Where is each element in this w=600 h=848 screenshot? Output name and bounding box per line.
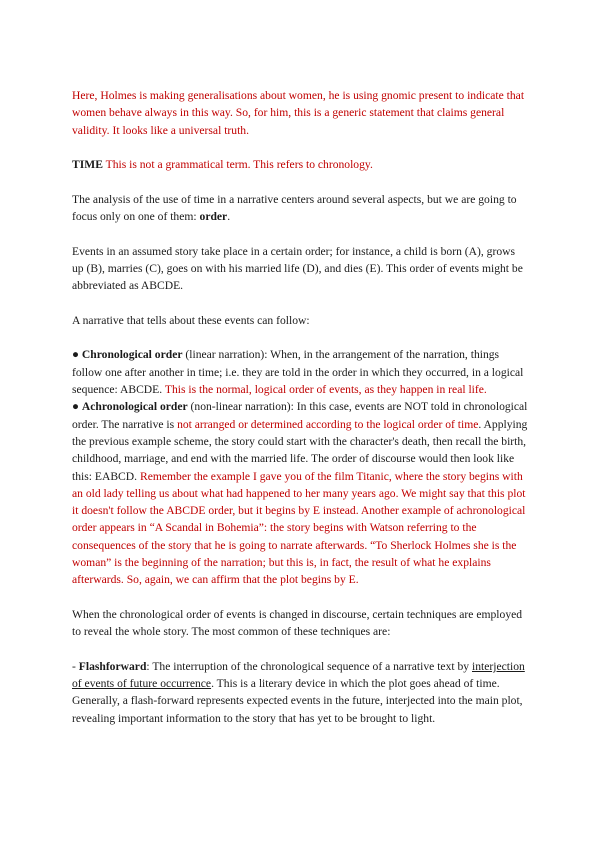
achronological-note-1: not arranged or determined according to the logical order of time: [177, 417, 479, 431]
chronological-item: [72, 346, 528, 398]
techniques-paragraph: When the chronological order of events is changed in discourse, certain techniques are employed to reveal the whole story. The most common of these techniques are:: [72, 607, 523, 639]
order-term: order: [199, 210, 228, 224]
dash-icon: -: [72, 659, 79, 673]
holmes-paragraph: Here, Holmes is making generalisations about women, he is using gnomic present to indicate that women behave always in this way. So, for him, this is a generic statement that claims general validity. It looks like a universal truth.: [72, 89, 525, 137]
flashforward-term: Flashforward: [78, 659, 147, 673]
bullet-icon: ●: [72, 348, 82, 362]
achronological-term: Achronological order: [81, 400, 188, 414]
chronological-term: Chronological order: [81, 348, 183, 362]
document-body: [72, 87, 528, 744]
bullet-icon: ●: [72, 400, 82, 414]
achronological-item: [72, 398, 528, 588]
flashforward-item: [72, 658, 528, 727]
achronological-text: (non-linear narration): In this case, events are NOT told in chronological order. The narrative is: [72, 400, 528, 431]
time-paragraph: [72, 156, 528, 173]
events-paragraph: Events in an assumed story take place in a certain order; for instance, a child is born (A), grows up (B), marries (C), goes on with his married life (D), and dies (E). This order of events might be abbreviated as ABCDE.: [72, 244, 523, 293]
achronological-note-2: Remember the example I gave you of the film Titanic, where the story begins with an old lady telling us about what had happened to her many years ago. We might say that this plot it doesn't follow the ABCDE order, but it begins by E instead. Another example of achronological order appears in “A Scandal in Bohemia”: the story begins with Watson referring to the consequences of the story that he is going to narrate afterwards. “To Sherlock Holmes she is the woman” is the beginning of the narration; but this is, in fact, the result of what he explains afterwards. So, again, we can affirm that the plot begins by E.: [72, 469, 526, 587]
flashforward-text: : The interruption of the chronological sequence of a narrative text by: [146, 659, 472, 673]
analysis-paragraph: [72, 191, 528, 226]
achronological-text-2: . Applying the previous example scheme, the story could start with the character's death, then recall the birth, childhood, marriage, and end with the married life. The order of discourse would then look like this: EABCD.: [72, 417, 528, 483]
analysis-text: The analysis of the use of time in a narrative centers around several aspects, but we are going to focus only on one of them:: [72, 192, 517, 224]
chronological-text: (linear narration): When, in the arrangement of the narration, things follow one after another in time; i.e. they are told in the order in which they occurred, in a logical sequence: ABCDE.: [72, 348, 524, 397]
flashforward-underlined: interjection of events of future occurrence: [72, 659, 525, 691]
flashforward-text-2: . This is a literary device in which the plot goes ahead of time. Generally, a flash-forward represents expected events in the future, interjected into the main plot, revealing important information to the story that has yet to be brought to light.: [72, 677, 523, 725]
chronological-note: This is the normal, logical order of events, as they happen in real life.: [164, 383, 487, 397]
time-term: TIME: [72, 158, 103, 172]
analysis-end: .: [227, 210, 231, 224]
narrative-intro: A narrative that tells about these events can follow:: [72, 313, 310, 327]
time-note: This is not a grammatical term. This refers to chronology.: [102, 158, 373, 172]
